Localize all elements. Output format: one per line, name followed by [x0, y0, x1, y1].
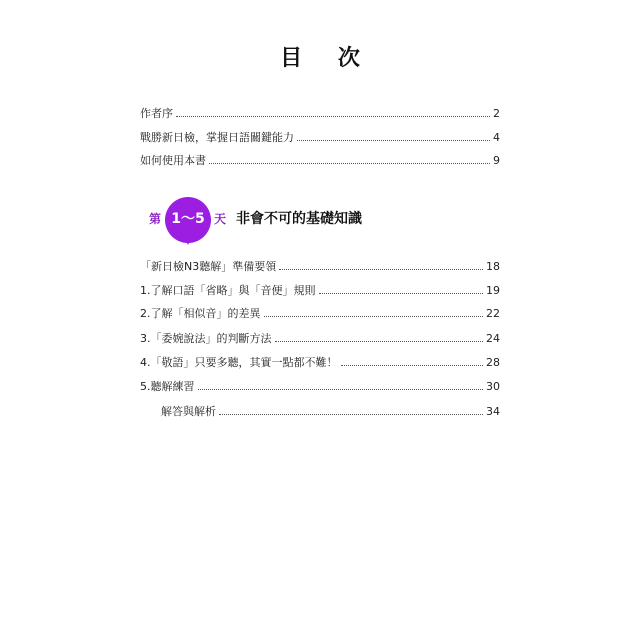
toc-entry-label: 如何使用本書: [140, 154, 206, 167]
toc-entry-label: 戰勝新日檢，掌握日語關鍵能力: [140, 131, 294, 144]
day-range-label: 1〜5: [171, 211, 205, 227]
toc-entry-page: 34: [486, 405, 500, 418]
toc-entry-page: 30: [486, 380, 500, 393]
toc-entry-how-to-use[interactable]: [140, 153, 500, 169]
dot-leader: [176, 116, 490, 117]
toc-entry-label: 5.聽解練習: [140, 380, 195, 393]
toc-entry-section-3[interactable]: [140, 331, 500, 347]
toc-entry-prep[interactable]: [140, 259, 500, 275]
toc-entry-section-5[interactable]: [140, 379, 500, 395]
dot-leader: [219, 414, 483, 415]
toc-entry-page: 19: [486, 284, 500, 297]
toc-entry-page: 24: [486, 332, 500, 345]
dot-leader: [275, 341, 484, 342]
dot-leader: [198, 389, 484, 390]
toc-entry-win-exam[interactable]: [140, 130, 500, 146]
dot-leader: [319, 293, 484, 294]
toc-entry-label: 「新日檢N3聽解」準備要領: [140, 260, 277, 273]
dot-leader: [209, 163, 490, 164]
toc-entry-page: 9: [493, 154, 500, 167]
dot-leader: [264, 316, 484, 317]
toc-entry-page: 18: [486, 260, 500, 273]
toc-entry-label: 3.「委婉說法」的判斷方法: [140, 332, 272, 345]
dot-leader: [341, 365, 484, 366]
toc-entry-page: 2: [493, 107, 500, 120]
toc-entry-answers[interactable]: [140, 404, 500, 420]
toc-entry-label: 4.「敬語」只要多聽，其實一點都不難！: [140, 356, 338, 369]
page-title: 目 次: [280, 46, 374, 71]
toc-entry-label: 作者序: [140, 107, 173, 120]
toc-entry-page: 22: [486, 307, 500, 320]
chapter-title: 非會不可的基礎知識: [236, 211, 362, 227]
chapter-suffix: 天: [214, 212, 227, 226]
chapter-heading: [140, 197, 500, 247]
toc-entry-preface[interactable]: [140, 106, 500, 122]
chapter-prefix: 第: [149, 212, 162, 226]
toc-entry-label: 解答與解析: [161, 405, 216, 418]
toc-entry-section-1[interactable]: [140, 283, 500, 299]
toc-entry-label: 1.了解口語「省略」與「音便」規則: [140, 284, 316, 297]
dot-leader: [297, 140, 490, 141]
toc-entry-label: 2.了解「相似音」的差異: [140, 307, 261, 320]
toc-entry-page: 28: [486, 356, 500, 369]
toc-entry-section-2[interactable]: [140, 306, 500, 322]
toc-entry-section-4[interactable]: [140, 355, 500, 371]
toc-entry-page: 4: [493, 131, 500, 144]
dot-leader: [279, 269, 483, 270]
